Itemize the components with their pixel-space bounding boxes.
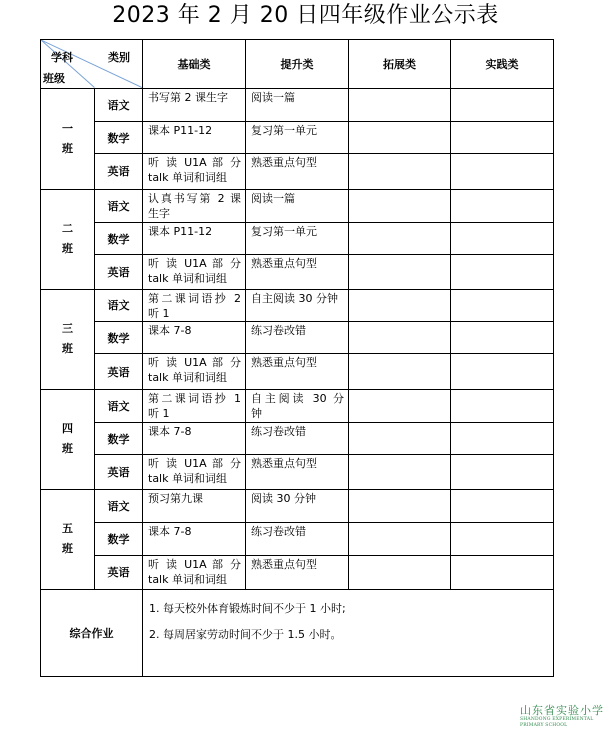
subject-cell: 英语 [95, 354, 143, 389]
table-row [41, 255, 554, 289]
practice-homework-cell [451, 489, 554, 522]
subject-cell: 英语 [95, 154, 143, 189]
subject-cell: 数学 [95, 423, 143, 455]
class-name-bottom: 班 [62, 442, 73, 456]
class-name-cell [41, 489, 95, 589]
table-row [41, 489, 554, 522]
improve-homework-cell [246, 189, 349, 222]
improve-homework-cell [246, 255, 349, 289]
table-row [41, 121, 554, 153]
practice-homework-cell [451, 389, 554, 422]
extend-homework-cell [349, 555, 451, 589]
cell-text-line: 练习卷改错 [251, 525, 306, 539]
summary-line: 1. 每天校外体育锻炼时间不少于 1 小时; [149, 601, 346, 615]
extend-homework-cell [349, 489, 451, 522]
practice-homework-cell [451, 322, 554, 354]
school-logo [520, 705, 611, 729]
practice-homework-cell [451, 189, 554, 222]
practice-homework-cell [451, 555, 554, 589]
practice-homework-cell [451, 121, 554, 153]
extend-homework-cell [349, 189, 451, 222]
summary-label: 综合作业 [41, 589, 143, 676]
practice-homework-cell [451, 154, 554, 189]
basic-homework-cell [143, 289, 246, 321]
basic-homework-cell [143, 255, 246, 289]
practice-homework-cell [451, 423, 554, 455]
cell-text-line: 第二课词语抄 2 [148, 291, 241, 305]
subject-cell: 语文 [95, 389, 143, 422]
basic-homework-cell [143, 88, 246, 121]
summary-row [41, 589, 554, 676]
extend-homework-cell [349, 255, 451, 289]
header-row [41, 40, 554, 89]
practice-homework-cell [451, 354, 554, 389]
cell-text-line: 阅读一篇 [251, 191, 295, 205]
extend-homework-cell [349, 121, 451, 153]
subject-cell: 语文 [95, 189, 143, 222]
school-logo-name: 山东省实验小学 [520, 704, 604, 717]
subject-cell: 英语 [95, 555, 143, 589]
cell-text-line: 熟悉重点句型 [251, 457, 317, 471]
subject-cell: 语文 [95, 289, 143, 321]
cell-text-line: 练习卷改错 [251, 425, 306, 439]
extend-homework-cell [349, 289, 451, 321]
cell-text-line: 钟 [251, 406, 262, 420]
corner-cell [41, 40, 143, 89]
subject-cell: 语文 [95, 88, 143, 121]
cell-text-line: 预习第九课 [148, 491, 203, 505]
table-row [41, 88, 554, 121]
subject-cell: 数学 [95, 322, 143, 354]
subject-cell: 数学 [95, 222, 143, 254]
cell-text-line: 第二课词语抄 1 [148, 391, 241, 405]
cell-text-line: 听 读 U1A 部 分 [148, 457, 241, 471]
cell-text-line: 听 读 U1A 部 分 [148, 257, 241, 271]
subject-cell: 语文 [95, 489, 143, 522]
cell-text-line: 课本 P11-12 [148, 123, 213, 137]
corner-subject-label: 学科 [51, 51, 73, 64]
school-logo-english: SHANDONG EXPERIMENTAL PRIMARY SCHOOL [520, 717, 594, 728]
cell-text-line: 熟悉重点句型 [251, 557, 317, 571]
basic-homework-cell [143, 523, 246, 555]
extend-homework-cell [349, 423, 451, 455]
cell-text-line: 复习第一单元 [251, 224, 317, 238]
cell-text-line: 阅读一篇 [251, 90, 295, 104]
column-header-practice: 实践类 [451, 40, 554, 89]
practice-homework-cell [451, 88, 554, 121]
class-name-cell [41, 88, 95, 189]
cell-text-line: talk 单词和词组 [148, 171, 227, 185]
column-header-extend: 拓展类 [349, 40, 451, 89]
table-row [41, 289, 554, 321]
cell-text-line: 生字 [148, 206, 170, 220]
class-name-bottom: 班 [62, 141, 73, 155]
practice-homework-cell [451, 523, 554, 555]
improve-homework-cell [246, 354, 349, 389]
extend-homework-cell [349, 389, 451, 422]
cell-text-line: 听 读 U1A 部 分 [148, 557, 241, 571]
cell-text-line: 书写第 2 课生字 [148, 90, 228, 104]
improve-homework-cell [246, 389, 349, 422]
class-name-cell [41, 289, 95, 389]
basic-homework-cell [143, 121, 246, 153]
improve-homework-cell [246, 222, 349, 254]
extend-homework-cell [349, 354, 451, 389]
improve-homework-cell [246, 154, 349, 189]
corner-category-label: 类别 [108, 51, 130, 64]
class-name-cell [41, 189, 95, 289]
cell-text-line: 课本 P11-12 [148, 224, 213, 238]
basic-homework-cell [143, 154, 246, 189]
extend-homework-cell [349, 88, 451, 121]
table-row [41, 222, 554, 254]
subject-cell: 英语 [95, 255, 143, 289]
improve-homework-cell [246, 289, 349, 321]
table-row [41, 455, 554, 489]
cell-text-line: 认真书写第 2 课 [148, 191, 241, 205]
extend-homework-cell [349, 322, 451, 354]
practice-homework-cell [451, 289, 554, 321]
cell-text-line: 练习卷改错 [251, 324, 306, 338]
homework-table [40, 39, 554, 677]
practice-homework-cell [451, 455, 554, 489]
cell-text-line: 课本 7-8 [148, 525, 192, 539]
class-name-top: 五 [62, 522, 73, 536]
cell-text-line: talk 单词和词组 [148, 472, 227, 486]
table-row [41, 154, 554, 189]
subject-cell: 数学 [95, 121, 143, 153]
improve-homework-cell [246, 555, 349, 589]
class-name-cell [41, 389, 95, 489]
improve-homework-cell [246, 523, 349, 555]
cell-text-line: 听 读 U1A 部 分 [148, 356, 241, 370]
cell-text-line: 听 读 U1A 部 分 [148, 156, 241, 170]
table-row [41, 555, 554, 589]
basic-homework-cell [143, 189, 246, 222]
cell-text-line: 听 1 [148, 406, 170, 420]
class-name-bottom: 班 [62, 242, 73, 256]
cell-text-line: talk 单词和词组 [148, 272, 227, 286]
column-header-basic: 基础类 [143, 40, 246, 89]
class-name-top: 二 [62, 222, 73, 236]
cell-text-line: 复习第一单元 [251, 123, 317, 137]
cell-text-line: talk 单词和词组 [148, 371, 227, 385]
table-row [41, 423, 554, 455]
improve-homework-cell [246, 322, 349, 354]
basic-homework-cell [143, 322, 246, 354]
basic-homework-cell [143, 489, 246, 522]
practice-homework-cell [451, 255, 554, 289]
improve-homework-cell [246, 489, 349, 522]
basic-homework-cell [143, 354, 246, 389]
extend-homework-cell [349, 222, 451, 254]
cell-text-line: talk 单词和词组 [148, 572, 227, 586]
improve-homework-cell [246, 455, 349, 489]
table-row [41, 322, 554, 354]
basic-homework-cell [143, 455, 246, 489]
cell-text-line: 熟悉重点句型 [251, 356, 317, 370]
basic-homework-cell [143, 222, 246, 254]
basic-homework-cell [143, 555, 246, 589]
cell-text-line: 自主阅读 30 分钟 [251, 291, 338, 305]
basic-homework-cell [143, 389, 246, 422]
table-row [41, 189, 554, 222]
cell-text-line: 听 1 [148, 306, 170, 320]
class-name-top: 四 [62, 422, 73, 436]
cell-text-line: 熟悉重点句型 [251, 156, 317, 170]
summary-content [143, 589, 554, 676]
improve-homework-cell [246, 88, 349, 121]
practice-homework-cell [451, 222, 554, 254]
class-name-bottom: 班 [62, 342, 73, 356]
page-title: 2023 年 2 月 20 日四年级作业公示表 [112, 3, 499, 28]
extend-homework-cell [349, 154, 451, 189]
extend-homework-cell [349, 455, 451, 489]
table-row [41, 523, 554, 555]
extend-homework-cell [349, 523, 451, 555]
class-name-top: 一 [62, 121, 73, 135]
cell-text-line: 自主阅读 30 分 [251, 391, 344, 405]
cell-text-line: 课本 7-8 [148, 324, 192, 338]
subject-cell: 英语 [95, 455, 143, 489]
improve-homework-cell [246, 423, 349, 455]
improve-homework-cell [246, 121, 349, 153]
table-row [41, 354, 554, 389]
table-row [41, 389, 554, 422]
summary-line: 2. 每周居家劳动时间不少于 1.5 小时。 [149, 627, 342, 641]
cell-text-line: 阅读 30 分钟 [251, 491, 316, 505]
corner-class-label: 班级 [43, 72, 65, 85]
cell-text-line: 熟悉重点句型 [251, 257, 317, 271]
subject-cell: 数学 [95, 523, 143, 555]
cell-text-line: 课本 7-8 [148, 425, 192, 439]
class-name-top: 三 [62, 322, 73, 336]
basic-homework-cell [143, 423, 246, 455]
column-header-improve: 提升类 [246, 40, 349, 89]
class-name-bottom: 班 [62, 542, 73, 556]
